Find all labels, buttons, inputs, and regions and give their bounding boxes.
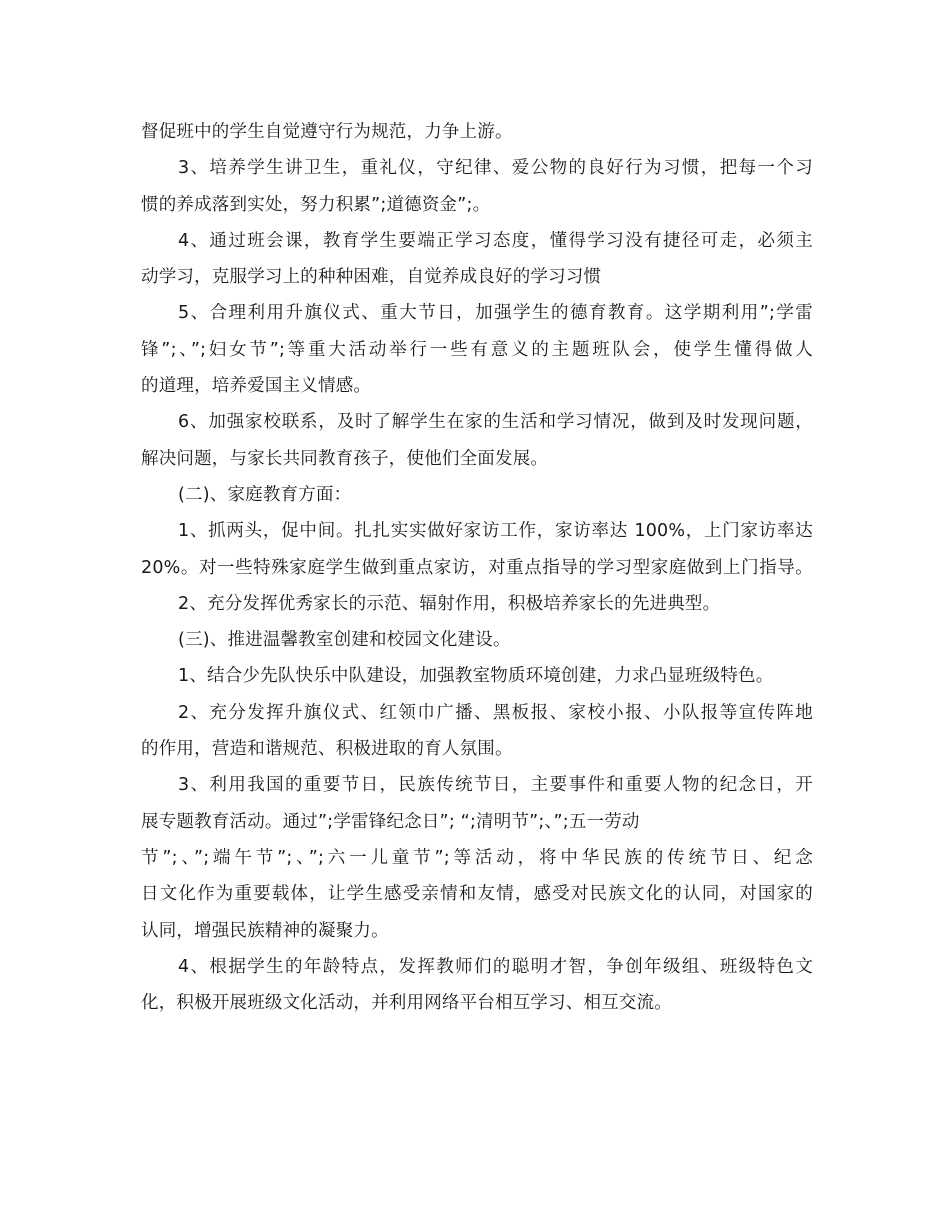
text-line: 锋”;、”;妇女节”;等重大活动举行一些有意义的主题班队会，使学生懂得做人 xyxy=(141,339,813,360)
text-line: 展专题教育活动。通过”;学雷锋纪念日”; “;清明节”;、”;五一劳动 xyxy=(141,811,640,832)
text-line: 3、利用我国的重要节日，民族传统节日，主要事件和重要人物的纪念日，开 xyxy=(178,775,813,796)
text-line: 5、合理利用升旗仪式、重大节日，加强学生的德育教育。这学期利用”;学雷 xyxy=(178,303,813,324)
text-line: 4、通过班会课，教育学生要端正学习态度，懂得学习没有捷径可走，必须主 xyxy=(178,230,813,251)
text-line: 认同，增强民族精神的凝聚力。 xyxy=(141,920,389,941)
text-line: 动学习，克服学习上的种种困难，自觉养成良好的学习习惯 xyxy=(141,267,602,288)
text-line: 惯的养成落到实处，努力积累”;道德资金”;。 xyxy=(141,194,491,215)
text-line: 化，积极开展班级文化活动，并利用网络平台相互学习、相互交流。 xyxy=(141,993,672,1014)
text-line: 20%。对一些特殊家庭学生做到重点家访，对重点指导的学习型家庭做到上门指导。 xyxy=(141,557,813,578)
text-line: 的作用，营造和谐规范、积极进取的育人氛围。 xyxy=(141,739,513,760)
text-line: 1、抓两头，促中间。扎扎实实做好家访工作，家访率达 100%，上门家访率达 xyxy=(178,521,813,542)
section-heading: (二)、家庭教育方面： xyxy=(178,484,352,505)
text-line: 督促班中的学生自觉遵守行为规范，力争上游。 xyxy=(141,122,513,142)
text-line: 节”;、”;端午节”;、”;六一儿童节”;等活动，将中华民族的传统节日、纪念 xyxy=(141,847,813,868)
text-line: 3、培养学生讲卫生，重礼仪，守纪律、爱公物的良好行为习惯，把每一个习 xyxy=(178,158,813,179)
text-line: 解决问题，与家长共同教育孩子，使他们全面发展。 xyxy=(141,448,549,469)
text-line: 6、加强家校联系，及时了解学生在家的生活和学习情况，做到及时发现问题， xyxy=(178,412,813,433)
text-line: 的道理，培养爱国主义情感。 xyxy=(141,376,372,397)
text-line: 2、充分发挥优秀家长的示范、辐射作用，积极培养家长的先进典型。 xyxy=(178,593,721,614)
text-line: 2、充分发挥升旗仪式、红领巾广播、黑板报、家校小报、小队报等宣传阵地 xyxy=(178,702,813,723)
text-line: 日文化作为重要载体，让学生感受亲情和友情，感受对民族文化的认同，对国家的 xyxy=(141,884,813,905)
text-line: 4、根据学生的年龄特点，发挥教师们的聪明才智，争创年级组、班级特色文 xyxy=(178,956,813,977)
section-heading: (三)、推进温馨教室创建和校园文化建设。 xyxy=(178,630,511,651)
document-body xyxy=(141,114,813,1021)
text-line: 1、结合少先队快乐中队建设，加强教室物质环境创建，力求凸显班级特色。 xyxy=(178,666,774,687)
